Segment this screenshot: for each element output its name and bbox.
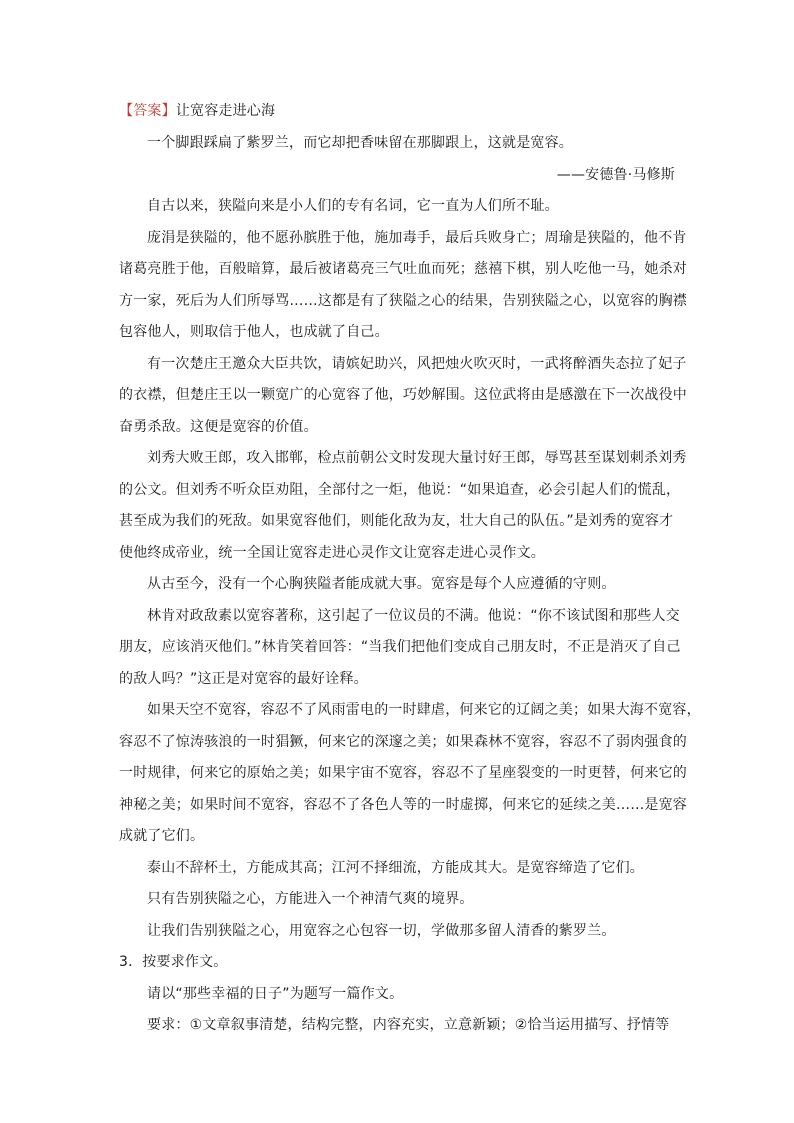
essay-line: 泰山不辞杯土，方能成其高；江河不择细流，方能成其大。是宽容缔造了它们。 [147, 859, 644, 876]
essay-line: 有一次楚庄王邀众大臣共饮，请嫔妃助兴，风把烛火吹灭时，一武将醉酒失态拉了妃子 [147, 355, 687, 372]
essay-line: 只有告别狭隘之心，方能进入一个神清气爽的境界。 [147, 891, 474, 907]
essay-line: 甚至成为我们的死敌。如果宽容他们，则能化敌为友，壮大自己的队伍。”是刘秀的宽容才 [119, 513, 674, 529]
essay-line: 方一家，死后为人们所辱骂……这都是有了狭隘之心的结果，告别狭隘之心，以宽容的胸襟 [119, 292, 687, 309]
essay-line: 诸葛亮胜于他，百般暗算，最后被诸葛亮三气吐血而死；慈禧下棋，别人吃他一马，她杀对 [119, 261, 687, 277]
essay-line: 请以“那些幸福的日子”为题写一篇作文。 [147, 985, 404, 1002]
essay-line: 成就了它们。 [119, 828, 205, 844]
essay-line: 林肯对政敌素以宽容著称，这引起了一位议员的不满。他说：“你不该试图和那些人交 [147, 607, 680, 624]
essay-line: 容忍不了惊涛骇浪的一时猖獗，何来它的深邃之美；如果森林不宽容，容忍不了弱肉强食的 [119, 733, 687, 750]
essay-line: 一个脚跟踩扁了紫罗兰，而它却把香味留在那脚跟上，这就是宽容。 [147, 135, 573, 151]
answer-title: 让宽容走进心海 [175, 103, 276, 119]
essay-line: 一时规律，何来它的原始之美；如果宇宙不宽容，容忍不了星座裂变的一时更替，何来它的 [119, 765, 687, 781]
essay-line: 自古以来，狭隘向来是小人们的专有名词，它一直为人们所不耻。 [147, 198, 559, 214]
essay-line: 的公文。但刘秀不听众臣劝阻，全部付之一炬，他说：“如果追查，必会引起人们的慌乱， [119, 481, 681, 498]
essay-line: 的敌人吗？”这正是对宽容的最好诠释。 [119, 670, 368, 687]
essay-line: 要求：①文章叙事清楚，结构完整，内容充实，立意新颖；②恰当运用描写、抒情等 [147, 1017, 670, 1033]
essay-line: 庞涓是狭隘的，他不愿孙膑胜于他，施加毒手，最后兵败身亡；周瑜是狭隘的，他不肯 [147, 229, 687, 246]
essay-line: 使他终成帝业，统一全国让宽容走进心灵作文让宽容走进心灵作文。 [119, 544, 545, 561]
essay-line: 刘秀大败王郎，攻入邯郸，检点前朝公文时发现大量讨好王郎，辱骂甚至谋划刺杀刘秀 [147, 450, 687, 466]
essay-line: 3．按要求作文。 [119, 954, 228, 970]
essay-line: 奋勇杀敌。这便是宽容的价值。 [119, 418, 318, 435]
essay-line: 从古至今，没有一个心胸狭隘者能成就大事。宽容是每个人应遵循的守则。 [147, 576, 616, 592]
answer-tag: 【答案】 [119, 103, 176, 119]
essay-line: 朋友，应该消灭他们。”林肯笑着回答：“当我们把他们变成自己朋友时，不正是消灭了自己 [119, 639, 681, 655]
essay-line: 让我们告别狭隘之心，用宽容之心包容一切，学做那多留人清香的紫罗兰。 [147, 922, 616, 939]
essay-line: 包容他人，则取信于他人，也成就了自己。 [119, 324, 389, 340]
essay-line: 的衣襟，但楚庄王以一颗宽广的心宽容了他，巧妙解围。这位武将由是感激在下一次战役中 [119, 387, 687, 403]
essay-line: 如果天空不宽容，容忍不了风雨雷电的一时肆虐，何来它的辽阔之美；如果大海不宽容， [147, 702, 701, 718]
answer-section [119, 96, 701, 1042]
answer-heading [119, 96, 675, 128]
essay-line: ——安德鲁·马修斯 [556, 166, 675, 183]
essay-line: 神秘之美；如果时间不宽容，容忍不了各色人等的一时虚掷，何来它的延续之美……是宽容 [119, 796, 687, 813]
essay-body [119, 128, 701, 1042]
